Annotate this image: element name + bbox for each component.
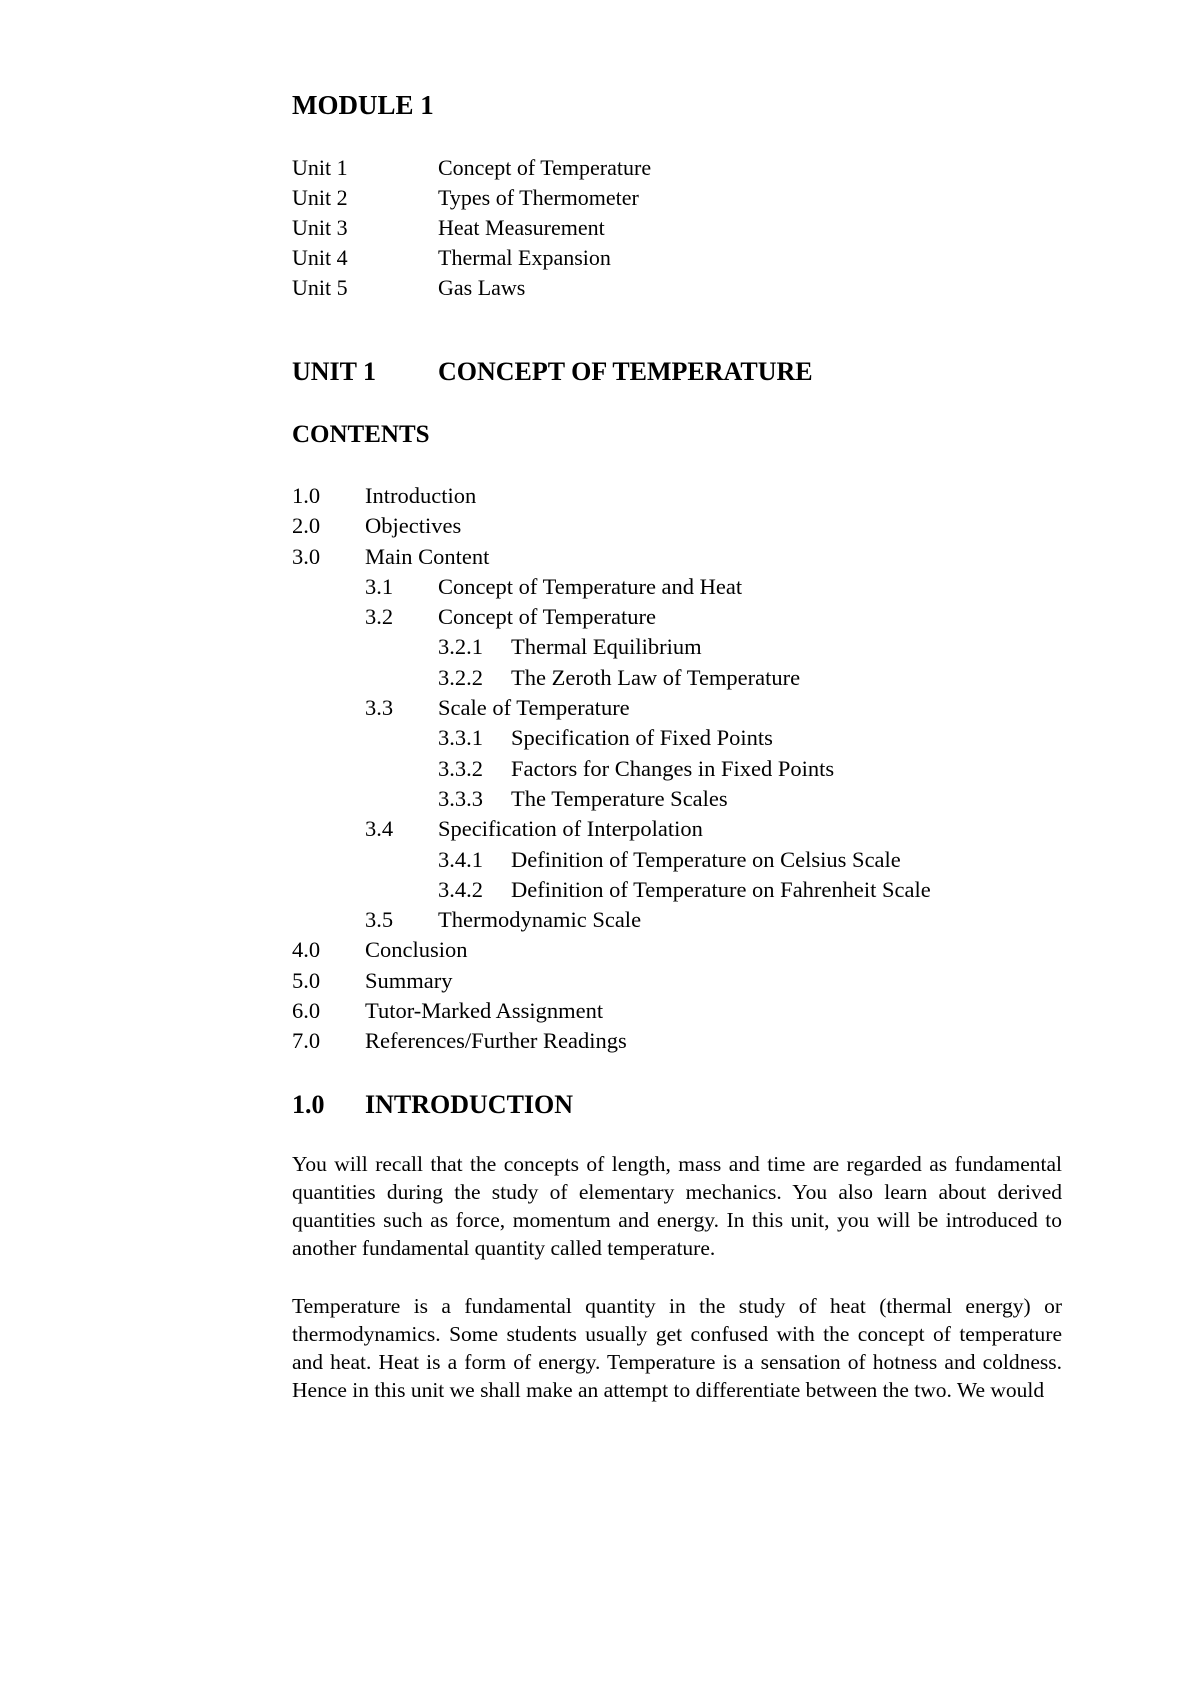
unit-label: Unit 1 — [292, 155, 348, 180]
toc-entry — [292, 875, 931, 905]
toc-entry-number: 2.0 — [292, 513, 321, 539]
toc-entry-number: 3.3.1 — [438, 725, 483, 751]
toc-entry-number: 3.2 — [365, 604, 394, 630]
toc-entry — [292, 511, 931, 541]
unit-title: Thermal Expansion — [438, 245, 611, 270]
intro-paragraph-1: You will recall that the concepts of length, mass and time are regarded as fundamental quantities during the study of elementary mechanics. You also learn about derived quantities such as force, momentum and energy. In this unit, you will be introduced to another fundamental quantity called temperature. — [292, 1152, 1062, 1260]
unit-list — [292, 153, 651, 303]
unit-row — [292, 183, 651, 213]
unit-row — [292, 273, 651, 303]
toc-entry — [292, 542, 931, 572]
toc-entry-number: 7.0 — [292, 1028, 321, 1054]
toc-entry-text: Specification of Interpolation — [438, 816, 703, 842]
unit-row — [292, 243, 651, 273]
toc-entry-number: 3.2.2 — [438, 664, 483, 690]
toc-entry-text: References/Further Readings — [365, 1028, 627, 1054]
unit-label: Unit 2 — [292, 185, 348, 210]
toc-entry-text: Concept of Temperature and Heat — [438, 573, 743, 599]
toc-entry-number: 4.0 — [292, 937, 321, 963]
toc-entry-text: Scale of Temperature — [438, 695, 630, 721]
toc-entry-number: 3.3.3 — [438, 785, 483, 811]
toc-entry-text: Thermodynamic Scale — [438, 907, 642, 933]
introduction-heading-number: 1.0 — [292, 1090, 325, 1119]
contents-title: CONTENTS — [292, 421, 430, 448]
toc-entry — [292, 693, 931, 723]
toc-entry-number: 3.3 — [365, 695, 394, 721]
toc-entry — [292, 814, 931, 844]
toc-entry — [292, 935, 931, 965]
toc-entry-text: Conclusion — [365, 937, 468, 963]
toc-entry-text: Tutor-Marked Assignment — [365, 998, 604, 1024]
unit-title: Gas Laws — [438, 275, 526, 300]
toc-entry-text: Introduction — [365, 483, 477, 508]
toc-entry-number: 3.3.2 — [438, 755, 483, 781]
toc-entry-text: Summary — [365, 967, 453, 993]
unit-heading-number: UNIT 1 — [292, 357, 377, 386]
unit-title: Types of Thermometer — [438, 185, 639, 210]
toc-entry — [292, 481, 931, 511]
toc-entry-number: 3.0 — [292, 543, 321, 569]
toc-entry — [292, 754, 931, 784]
toc-entry-text: Main Content — [365, 543, 490, 569]
module-title: MODULE 1 — [292, 90, 434, 120]
toc-entry — [292, 602, 931, 632]
toc-entry-text: Specification of Fixed Points — [511, 725, 773, 751]
toc-entry-number: 3.4.2 — [438, 876, 483, 902]
intro-paragraph-2: Temperature is a fundamental quantity in the study of heat (thermal energy) or thermodynamics. Some students usually get confused with the concept of temperature and heat. Heat is a form of energy. Temperature is a sensation of hotness and coldness. Hence in this unit we shall make an attempt to differentiate between the two. We would — [292, 1294, 1062, 1402]
toc-entry-number: 6.0 — [292, 998, 321, 1024]
toc-entry — [292, 784, 931, 814]
unit-title: Heat Measurement — [438, 215, 605, 240]
toc-entry-number: 5.0 — [292, 967, 321, 993]
toc-entry-text: Factors for Changes in Fixed Points — [511, 755, 835, 781]
toc-entry-text: Concept of Temperature — [438, 604, 656, 630]
unit-label: Unit 5 — [292, 275, 348, 300]
toc-entry-text: Definition of Temperature on Celsius Scale — [511, 846, 901, 872]
unit-row — [292, 153, 651, 183]
unit-heading-title: CONCEPT OF TEMPERATURE — [438, 357, 813, 386]
toc-entry-number: 3.4.1 — [438, 846, 483, 872]
toc-entry-number: 3.2.1 — [438, 634, 483, 660]
toc-entry — [292, 996, 931, 1026]
introduction-heading — [292, 1090, 573, 1120]
toc-entry-text: Thermal Equilibrium — [511, 634, 702, 660]
unit-label: Unit 3 — [292, 215, 348, 240]
table-of-contents — [292, 481, 931, 1057]
toc-entry — [292, 632, 931, 662]
unit-row — [292, 213, 651, 243]
toc-entry — [292, 723, 931, 753]
introduction-heading-title: INTRODUCTION — [365, 1090, 574, 1119]
toc-entry-number: 3.5 — [365, 907, 394, 933]
toc-entry-number: 3.4 — [365, 816, 394, 842]
toc-entry — [292, 1026, 931, 1056]
toc-entry-text: Definition of Temperature on Fahrenheit Scale — [511, 876, 931, 902]
unit-title: Concept of Temperature — [438, 155, 652, 180]
toc-entry — [292, 572, 931, 602]
toc-entry — [292, 845, 931, 875]
toc-entry — [292, 966, 931, 996]
unit-heading — [292, 357, 813, 387]
toc-entry-number: 3.1 — [365, 573, 394, 599]
toc-entry-number: 1.0 — [292, 483, 321, 508]
toc-entry-text: The Temperature Scales — [511, 785, 728, 811]
toc-entry — [292, 663, 931, 693]
toc-entry-text: The Zeroth Law of Temperature — [511, 664, 801, 690]
toc-entry-text: Objectives — [365, 513, 462, 539]
unit-label: Unit 4 — [292, 245, 348, 270]
toc-entry — [292, 905, 931, 935]
